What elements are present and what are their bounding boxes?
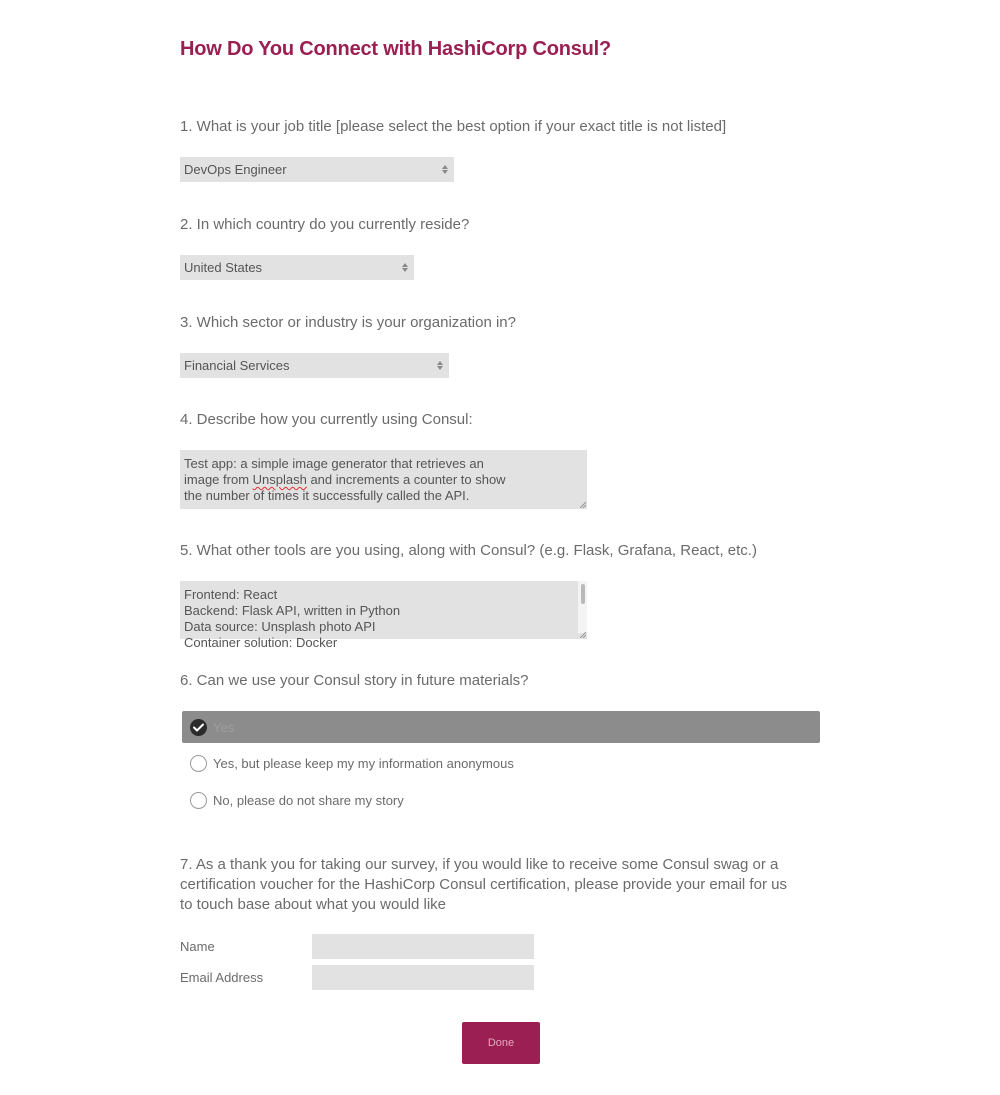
checkmark-icon bbox=[190, 719, 207, 736]
radio-circle-icon bbox=[190, 792, 207, 809]
resize-grip-icon[interactable] bbox=[580, 632, 586, 638]
question-7-line: certification voucher for the HashiCorp Consul certification, please provide your email for us bbox=[180, 876, 787, 893]
question-7-line: 7. As a thank you for taking our survey, if you would like to receive some Consul swag or a bbox=[180, 856, 779, 873]
question-6-label: 6. Can we use your Consul story in future materials? bbox=[180, 672, 529, 689]
country-selected-value: United States bbox=[184, 260, 263, 275]
country-select[interactable] bbox=[180, 255, 414, 280]
radio-label: No, please do not share my story bbox=[213, 792, 404, 808]
job-title-selected-value: DevOps Engineer bbox=[184, 162, 287, 177]
select-arrows-icon bbox=[442, 165, 448, 174]
consul-usage-textarea[interactable] bbox=[180, 450, 587, 509]
textarea-line bbox=[184, 472, 583, 488]
radio-option-yes-anonymous[interactable] bbox=[182, 747, 820, 779]
question-2-label: 2. In which country do you currently reside? bbox=[180, 216, 470, 233]
textarea-text: and increments a counter to show bbox=[306, 472, 506, 487]
email-label: Email Address bbox=[180, 970, 264, 985]
question-4-label: 4. Describe how you currently using Consul: bbox=[180, 411, 473, 428]
textarea-scrollbar[interactable] bbox=[578, 581, 587, 633]
scrollbar-thumb[interactable] bbox=[581, 584, 585, 604]
radio-option-no[interactable] bbox=[182, 784, 820, 816]
textarea-line: Frontend: React bbox=[184, 587, 278, 602]
other-tools-textarea[interactable] bbox=[180, 581, 587, 650]
industry-select[interactable] bbox=[180, 353, 449, 378]
radio-label: Yes bbox=[213, 719, 235, 735]
email-input[interactable] bbox=[312, 965, 534, 990]
question-7-line: to touch base about what you would like bbox=[180, 896, 447, 913]
name-input[interactable] bbox=[312, 934, 534, 959]
radio-circle-icon bbox=[190, 755, 207, 772]
textarea-line: Data source: Unsplash photo API bbox=[184, 619, 376, 634]
select-arrows-icon bbox=[402, 263, 408, 272]
question-5-label: 5. What other tools are you using, along with Consul? (e.g. Flask, Grafana, React, etc.) bbox=[180, 542, 757, 559]
page-title: How Do You Connect with HashiCorp Consul? bbox=[180, 38, 612, 60]
radio-option-yes[interactable] bbox=[182, 711, 820, 743]
spellcheck-word: Unsplash bbox=[252, 472, 307, 487]
question-1-label: 1. What is your job title [please select the best option if your exact title is not listed] bbox=[180, 118, 727, 135]
industry-selected-value: Financial Services bbox=[184, 358, 290, 373]
resize-grip-icon[interactable] bbox=[580, 502, 586, 508]
name-label: Name bbox=[180, 939, 215, 954]
done-button[interactable]: Done bbox=[462, 1022, 540, 1064]
job-title-select[interactable] bbox=[180, 157, 454, 182]
textarea-line: the number of times it successfully called the API. bbox=[184, 488, 470, 503]
textarea-line: Container solution: Docker bbox=[184, 635, 338, 650]
textarea-line: Test app: a simple image generator that retrieves an bbox=[184, 456, 484, 471]
textarea-text: image from bbox=[184, 472, 253, 487]
radio-label: Yes, but please keep my my information anonymous bbox=[213, 755, 514, 771]
select-arrows-icon bbox=[437, 361, 443, 370]
question-3-label: 3. Which sector or industry is your organization in? bbox=[180, 314, 516, 331]
question-7-label bbox=[180, 855, 787, 915]
textarea-line: Backend: Flask API, written in Python bbox=[184, 603, 401, 618]
